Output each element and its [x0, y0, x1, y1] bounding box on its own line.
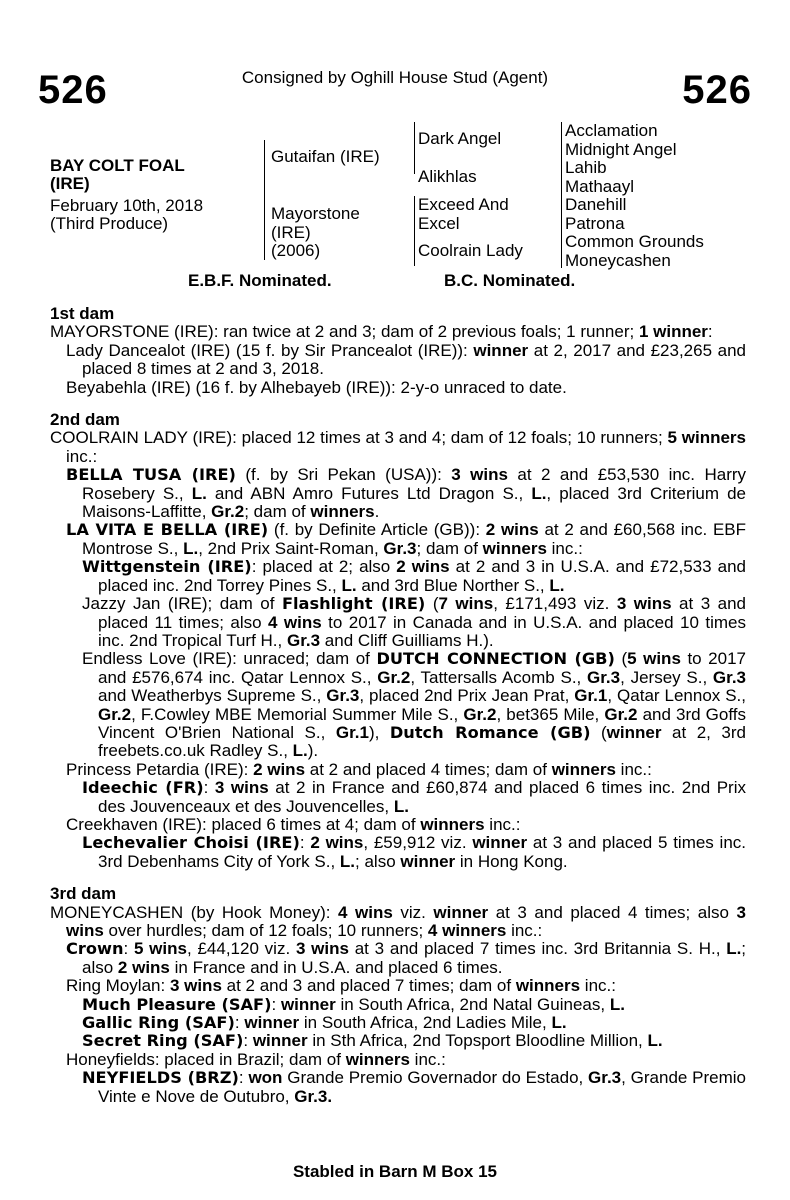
text-segment: in South Africa, 2nd Ladies Mile,: [299, 1013, 552, 1033]
bold-text: Gallic Ring (SAF): [82, 1013, 235, 1033]
first-dam-p1: [50, 323, 746, 341]
text-segment: : placed at 2; also: [251, 557, 397, 577]
bold-text: L.: [191, 483, 207, 503]
text-segment: at 2 and placed 4 times; dam of: [305, 759, 552, 779]
bold-text: L.: [393, 796, 409, 816]
text-segment: and 3rd Blue Norther S.,: [356, 575, 550, 595]
text-segment: inc.:: [484, 814, 521, 834]
bold-text: 2 wins: [117, 957, 170, 977]
bold-text: L.: [726, 939, 742, 959]
text-segment: .: [374, 502, 380, 522]
third-dam-p7: [50, 1051, 746, 1069]
bold-text: 3 wins: [169, 976, 222, 996]
text-segment: at 2, 2017 and £23,265 and placed 8 times at 2 and 3, 2018.: [82, 340, 746, 379]
text-segment: at 3 and placed 11 times; also: [98, 594, 746, 632]
text-segment: :: [707, 322, 713, 342]
text-segment: ; also: [82, 939, 747, 977]
third-dam-p2: [50, 940, 746, 977]
text-segment: , placed 2nd Prix Jean Prat,: [359, 686, 575, 706]
bold-text: Gr.3: [383, 538, 417, 558]
third-dam-p6: [50, 1032, 746, 1050]
third-dam-p5: [50, 1014, 746, 1032]
catalogue-body: [50, 305, 746, 1106]
pedigree-dam-dam: Coolrain Lady: [418, 241, 523, 260]
bold-text: 3 wins: [66, 902, 746, 940]
text-segment: over hurdles; dam of 12 foals; 10 runners;: [103, 921, 428, 940]
text-segment: ).: [307, 741, 319, 761]
bold-text: winner: [433, 902, 489, 922]
bold-text: Gr.3: [588, 1068, 622, 1088]
text-segment: :: [203, 778, 215, 798]
bold-text: Gr.2: [377, 667, 411, 687]
bold-text: winner: [252, 1031, 308, 1051]
bold-text: Gr.1: [574, 686, 608, 706]
text-segment: (: [590, 722, 607, 742]
bold-text: winners: [482, 538, 547, 558]
text-segment: , £59,912 viz.: [363, 833, 473, 853]
bold-text: winners: [345, 1049, 410, 1069]
bold-text: 3 wins: [451, 465, 508, 485]
bold-text: L.: [647, 1031, 663, 1051]
gen3-4: Mathaayl: [565, 176, 634, 196]
second-dam-p3: [50, 521, 746, 558]
bold-text: winners: [515, 976, 581, 996]
bold-text: Gr.3: [286, 630, 321, 650]
pedigree-gen3: [565, 122, 704, 270]
bold-text: Dutch Romance (GB): [389, 722, 591, 742]
text-segment: and 3rd Goffs Vincent O'Brien National S.,: [98, 704, 747, 742]
text-segment: at 2 and 3 and placed 7 times; dam of: [221, 976, 516, 996]
bold-text: 3 wins: [295, 939, 349, 959]
bold-text: L.: [339, 851, 356, 871]
text-segment: at 2 and £60,568 inc. EBF Montrose S.,: [82, 520, 747, 558]
pedigree-dam-line1: Mayorstone: [271, 204, 360, 223]
bold-text: Gr.3.: [294, 1086, 333, 1106]
bold-text: 3 wins: [616, 594, 672, 614]
third-dam-p3: [50, 977, 746, 995]
pedigree-dam-line2: (IRE): [271, 222, 311, 242]
text-segment: :: [299, 833, 311, 853]
text-segment: ),: [368, 722, 390, 742]
text-segment: at 2 and 3 in U.S.A. and £72,533 and placed inc. 2nd Torrey Pines S.,: [98, 557, 746, 595]
horse-info: [50, 197, 203, 233]
gen3-6: Patrona: [565, 213, 625, 233]
third-dam-heading: 3rd dam: [50, 884, 117, 904]
bold-text: LA VITA E BELLA (IRE): [66, 520, 269, 540]
text-segment: to 2017 and £576,674 inc. Qatar Lennox S.,: [98, 649, 746, 687]
pedigree-dam-sire-line1: Exceed And: [418, 195, 509, 214]
bold-text: Gr.2: [98, 704, 132, 724]
text-segment: (f. by Sri Pekan (USA)):: [235, 465, 452, 485]
third-dam-p4: [50, 996, 746, 1014]
bold-text: BELLA TUSA (IRE): [66, 465, 236, 485]
consignor: Consigned by Oghill House Stud (Agent): [241, 68, 549, 87]
pedigree-bracket-2a: [414, 122, 415, 174]
text-segment: inc.:: [506, 921, 543, 940]
bold-text: L.: [183, 538, 199, 558]
bold-text: Lechevalier Choisi (IRE): [82, 833, 300, 853]
second-dam-p10: [50, 834, 746, 871]
pedigree-sire-dam: Alikhlas: [418, 167, 477, 186]
text-segment: , placed 3rd Criterium de Maisons-Laffitte,: [82, 483, 746, 522]
bold-text: L.: [341, 575, 357, 595]
bold-text: winner: [244, 1013, 300, 1033]
text-segment: Jazzy Jan (IRE); dam of: [82, 594, 282, 614]
second-dam-p4: [50, 558, 746, 595]
bold-text: DUTCH CONNECTION (GB): [376, 649, 615, 669]
bold-text: winner: [606, 722, 662, 742]
text-segment: :: [238, 1068, 249, 1088]
text-segment: in France and in U.S.A. and placed 6 times.: [169, 957, 503, 977]
bold-text: 4 winners: [427, 921, 507, 940]
gen3-3: Lahib: [565, 158, 607, 177]
third-dam-p8: [50, 1069, 746, 1106]
horse-title-line2: (IRE): [50, 174, 90, 193]
text-segment: at 2 and £53,530 inc. Harry Rosebery S.,: [82, 465, 747, 503]
gen3-2: Midnight Angel: [565, 139, 677, 159]
text-segment: Honeyfields: placed in Brazil; dam of: [66, 1049, 346, 1069]
bold-text: 3 wins: [214, 778, 269, 798]
bold-text: Ideechic (FR): [82, 778, 204, 798]
gen3-5: Danehill: [565, 195, 627, 214]
gen3-8: Moneycashen: [565, 250, 671, 270]
lot-number-right: 526: [682, 68, 752, 112]
pedigree-sire-sire: Dark Angel: [418, 129, 502, 148]
bold-text: Gr.2: [463, 704, 497, 724]
text-segment: :: [243, 1031, 253, 1051]
pedigree-dam: [271, 205, 360, 261]
text-segment: , Tattersalls Acomb S.,: [410, 667, 588, 687]
text-segment: at 2, 3rd freebets.co.uk Radley S.,: [98, 722, 746, 761]
second-dam-p2: [50, 466, 746, 521]
text-segment: in South Africa, 2nd Natal Guineas,: [335, 994, 610, 1014]
bold-text: Gr.2: [211, 502, 245, 522]
bold-text: Secret Ring (SAF): [82, 1031, 244, 1051]
text-segment: inc.:: [615, 759, 652, 779]
text-segment: MAYORSTONE (IRE): ran twice at 2 and 3; dam of 2 previous foals; 1 runner;: [50, 322, 639, 342]
bold-text: 2 wins: [396, 557, 450, 577]
second-dam-p8: [50, 779, 746, 816]
bold-text: L.: [549, 575, 565, 595]
bold-text: 4 wins: [268, 612, 322, 632]
bold-text: winners: [310, 502, 375, 522]
text-segment: (: [425, 594, 439, 614]
text-segment: inc.:: [546, 538, 583, 558]
text-segment: , bet365 Mile,: [496, 704, 605, 724]
bold-text: 5 winners: [667, 428, 746, 448]
text-segment: at 3 and placed 4 times; also: [488, 902, 737, 922]
text-segment: inc.:: [66, 446, 98, 466]
text-segment: (: [614, 649, 628, 669]
bold-text: 5 wins: [133, 939, 187, 959]
third-dam-p1: [50, 904, 746, 941]
bold-text: Gr.3: [712, 667, 747, 687]
pedigree-bracket-1: [264, 140, 265, 260]
bold-text: won: [248, 1068, 283, 1088]
text-segment: at 3 and placed 5 times inc. 3rd Debenhams City of York S.,: [98, 833, 747, 871]
text-segment: Creekhaven (IRE): placed 6 times at 4; dam of: [66, 814, 421, 834]
pedigree-dam-line3: (2006): [271, 241, 321, 260]
text-segment: Grande Premio Governador do Estado,: [282, 1068, 589, 1088]
pedigree-bracket-3: [561, 122, 562, 268]
bold-text: winner: [473, 340, 529, 360]
text-segment: ; also: [355, 851, 401, 871]
text-segment: , £171,493 viz.: [493, 594, 617, 614]
lot-number-left: 526: [38, 68, 108, 112]
pedigree-dam-sire-line2: Excel: [418, 213, 460, 233]
text-segment: Endless Love (IRE): unraced; dam of: [82, 649, 377, 669]
text-segment: :: [123, 939, 134, 959]
gen3-7: Common Grounds: [565, 232, 704, 251]
bold-text: 2 wins: [253, 759, 306, 779]
text-segment: at 3 and placed 7 times inc. 3rd Britannia S. H.,: [348, 939, 727, 959]
pedigree-sire: Gutaifan (IRE): [271, 147, 380, 166]
text-segment: to 2017 in Canada and in U.S.A. and placed 10 times inc. 2nd Tropical Turf H.,: [98, 612, 746, 650]
text-segment: Princess Petardia (IRE):: [66, 759, 254, 779]
second-dam-p9: [50, 816, 746, 834]
stabling-info: Stabled in Barn M Box 15: [292, 1162, 498, 1181]
text-segment: :: [234, 1013, 245, 1033]
text-segment: viz.: [392, 902, 434, 922]
text-segment: ; dam of: [416, 538, 483, 558]
text-segment: in Sth Africa, 2nd Topsport Bloodline Million,: [307, 1031, 648, 1051]
second-dam-heading: 2nd dam: [50, 410, 120, 430]
bold-text: Much Pleasure (SAF): [82, 994, 272, 1014]
foaling-date: February 10th, 2018: [50, 196, 204, 215]
second-dam-p1: [50, 429, 746, 466]
bold-text: Gr.3: [587, 667, 621, 687]
text-segment: inc.:: [580, 976, 616, 996]
bold-text: L.: [551, 1013, 567, 1033]
first-dam-p3: Beyabehla (IRE) (16 f. by Alhebayeb (IRE)): 2-y-o unraced to date.: [66, 377, 567, 397]
horse-title-line1: BAY COLT FOAL: [50, 156, 185, 175]
bold-text: 2 wins: [485, 520, 539, 540]
bold-text: Gr.3: [326, 686, 360, 706]
text-segment: , £44,120 viz.: [186, 939, 296, 959]
bold-text: Gr.1: [335, 722, 369, 742]
bold-text: winner: [472, 833, 528, 853]
first-dam-p2: [50, 342, 746, 379]
text-segment: Ring Moylan:: [66, 976, 170, 996]
bold-text: 1 winner: [638, 322, 708, 342]
bold-text: Gr.2: [604, 704, 638, 724]
produce-note: (Third Produce): [50, 214, 169, 233]
text-segment: , 2nd Prix Saint-Roman,: [198, 538, 384, 558]
pedigree-dam-sire: [418, 196, 509, 233]
horse-title: [50, 157, 185, 193]
bold-text: winners: [420, 814, 485, 834]
text-segment: in Hong Kong.: [455, 851, 568, 871]
bold-text: L.: [609, 994, 625, 1014]
pedigree-bracket-2b: [414, 196, 415, 266]
second-dam-p5: [50, 595, 746, 650]
bc-nomination: B.C. Nominated.: [444, 271, 576, 290]
text-segment: (f. by Definite Article (GB)):: [268, 520, 486, 540]
text-segment: Lady Dancealot (IRE) (15 f. by Sir Prancealot (IRE)):: [66, 340, 474, 360]
bold-text: L.: [292, 741, 308, 761]
text-segment: and Cliff Guilliams H.).: [320, 630, 494, 650]
text-segment: inc.:: [409, 1049, 446, 1069]
ebf-nomination: E.B.F. Nominated.: [188, 271, 332, 290]
text-segment: COOLRAIN LADY (IRE): placed 12 times at 3 and 4; dam of 12 foals; 10 runners;: [50, 428, 668, 448]
text-segment: , F.Cowley MBE Memorial Summer Mile S.,: [131, 704, 464, 724]
bold-text: 2 wins: [310, 833, 364, 853]
first-dam-heading: 1st dam: [50, 304, 115, 323]
gen3-1: Acclamation: [565, 121, 658, 140]
text-segment: at 2 in France and £60,874 and placed 6 times inc. 2nd Prix des Jouvenceaux et des Jouvencelles,: [98, 778, 746, 816]
text-segment: and Weatherbys Supreme S.,: [98, 686, 327, 706]
text-segment: MONEYCASHEN (by Hook Money):: [50, 902, 339, 922]
text-segment: :: [271, 994, 281, 1014]
bold-text: Crown: [66, 939, 124, 959]
bold-text: 4 wins: [338, 902, 393, 922]
bold-text: winner: [400, 851, 456, 871]
text-segment: , Grande Premio Vinte e Nove de Outubro,: [98, 1068, 746, 1106]
bold-text: L.: [531, 483, 547, 503]
bold-text: NEYFIELDS (BRZ): [82, 1068, 239, 1088]
second-dam-p6: [50, 650, 746, 760]
bold-text: 7 wins: [438, 594, 494, 614]
text-segment: , Qatar Lennox S.,: [607, 686, 747, 706]
text-segment: and ABN Amro Futures Ltd Dragon S.,: [206, 483, 532, 503]
bold-text: 5 wins: [627, 649, 681, 669]
second-dam-p7: [50, 761, 746, 779]
bold-text: Wittgenstein (IRE): [82, 557, 252, 577]
bold-text: Flashlight (IRE): [281, 594, 426, 614]
text-segment: ; dam of: [244, 502, 311, 522]
bold-text: winner: [280, 994, 336, 1014]
bold-text: winners: [551, 759, 616, 779]
text-segment: , Jersey S.,: [620, 667, 713, 687]
